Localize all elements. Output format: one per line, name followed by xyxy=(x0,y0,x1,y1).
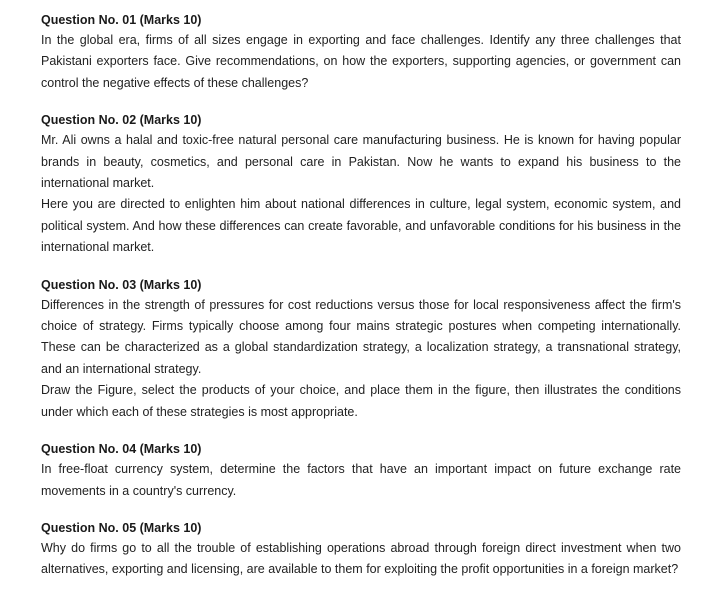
question-1 xyxy=(41,10,681,94)
question-4-title: Question No. 04 (Marks 10) xyxy=(41,442,202,457)
question-5-title: Question No. 05 (Marks 10) xyxy=(41,520,202,535)
question-3-title: Question No. 03 (Marks 10) xyxy=(41,277,202,292)
question-2-title: Question No. 02 (Marks 10) xyxy=(41,113,202,128)
question-1-title: Question No. 01 (Marks 10) xyxy=(41,13,202,27)
question-5-text: Why do firms go to all the trouble of establishing operations abroad through foreign direct investment when two alternatives, exporting and licensing, are available to them for exploiting the profit opportunities in a foreign market? xyxy=(41,540,681,577)
question-4-text: In free-float currency system, determine the factors that have an important impact on future exchange rate movements in a country's currency. xyxy=(41,462,681,498)
question-2 xyxy=(41,110,681,258)
question-1-text: In the global era, firms of all sizes engage in exporting and face challenges. Identify any three challenges that Pakistani exporters face. Give recommendations, on how the exporters, supporting agencies, or government can control the negative effects of these challenges? xyxy=(41,33,681,90)
question-2-text-2: Here you are directed to enlighten him about national differences in culture, legal system, economic system, and political system. And how these differences can create favorable, and unfavorable conditions for his business in the international market. xyxy=(41,197,681,255)
question-2-text-1: Mr. Ali owns a halal and toxic-free natural personal care manufacturing business. He is known for having popular brands in beauty, cosmetics, and personal care in Pakistan. Now he wants to expand his business to the international market. xyxy=(41,133,681,191)
question-3-text-1: Differences in the strength of pressures for cost reductions versus those for local responsiveness affect the firm's choice of strategy. Firms typically choose among four mains strategic postures when competing internationally. These can be characterized as a global standardization strategy, a localization strategy, a transnational strategy, and an international strategy. xyxy=(41,297,681,376)
question-3 xyxy=(41,275,681,423)
question-3-text-2: Draw the Figure, select the products of your choice, and place them in the figure, then illustrates the conditions under which each of these strategies is most appropriate. xyxy=(41,383,681,419)
question-5 xyxy=(41,518,681,581)
question-4 xyxy=(41,439,681,502)
